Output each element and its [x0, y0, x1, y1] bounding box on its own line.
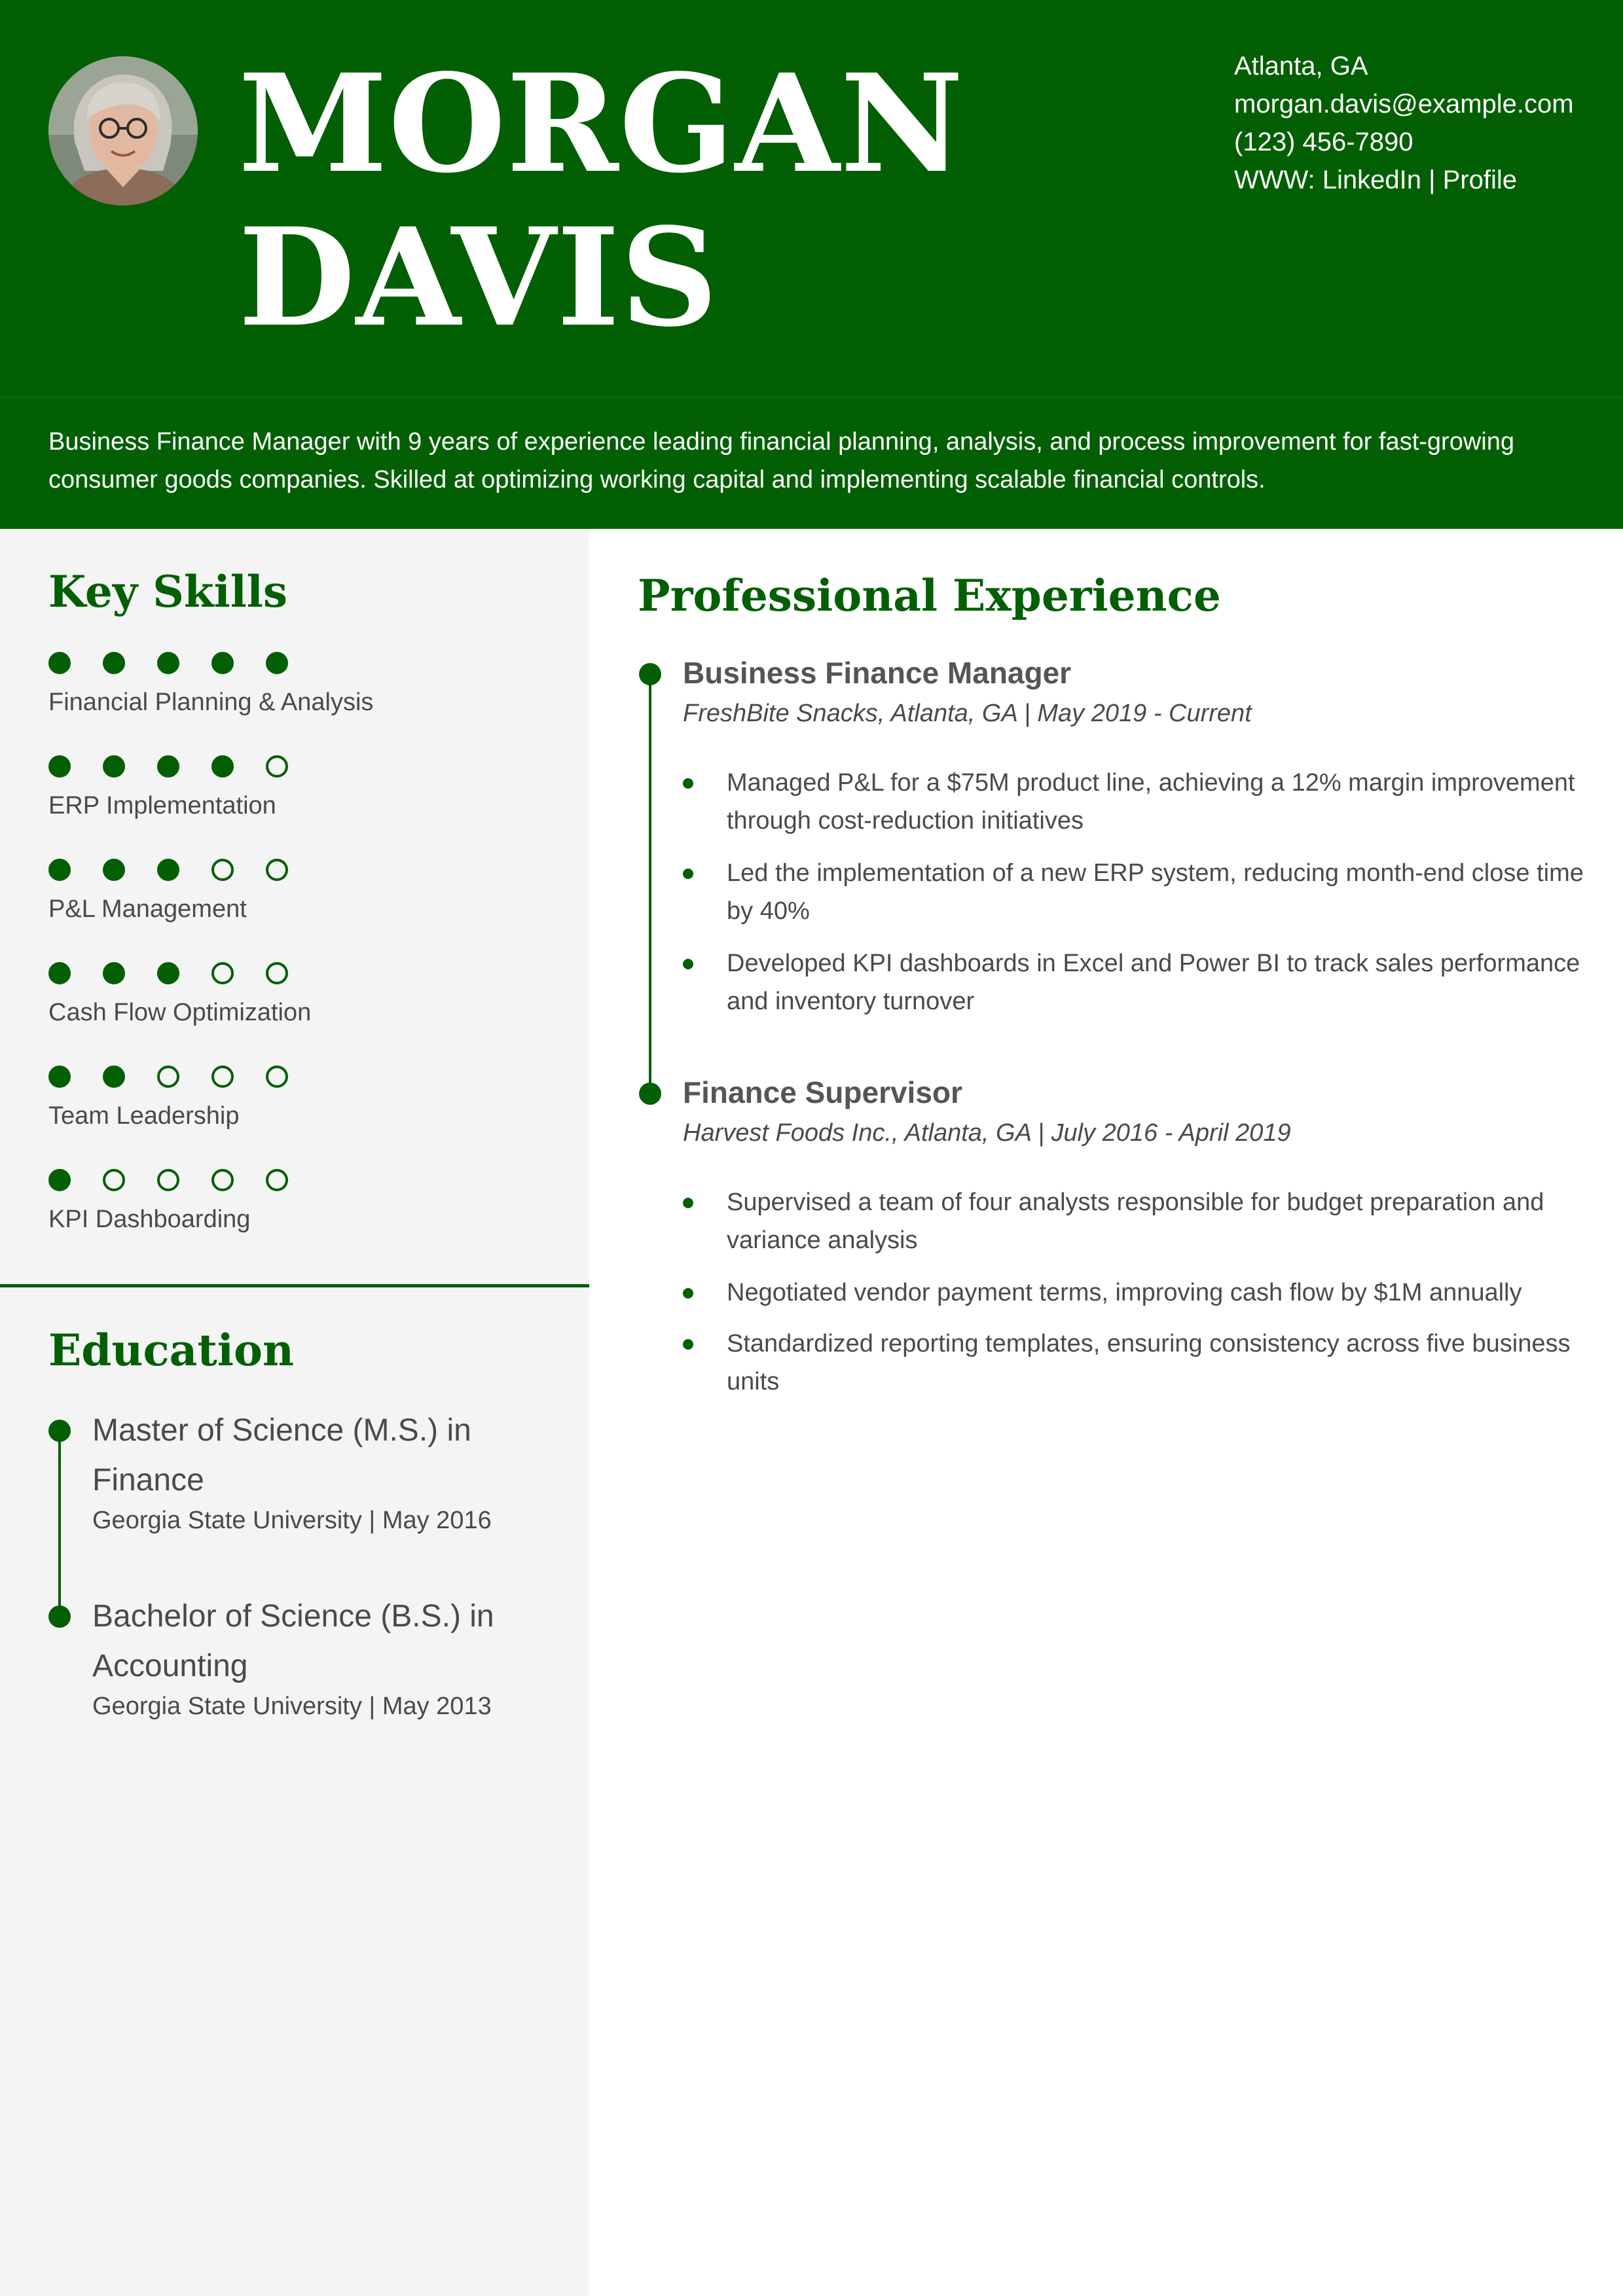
skill-row [48, 1169, 572, 1267]
empty-dot-icon [211, 859, 234, 881]
experience-title: Professional Experience [638, 570, 1221, 621]
filled-dot-icon [211, 755, 234, 778]
timeline-dot-icon [48, 1420, 71, 1442]
empty-dot-icon [211, 1066, 234, 1088]
job-meta: Harvest Foods Inc., Atlanta, GA | July 2016 - April 2019 [683, 1119, 1291, 1147]
contact-email[interactable]: morgan.davis@example.com [1234, 90, 1574, 118]
filled-dot-icon [157, 755, 179, 778]
empty-dot-icon [266, 1066, 288, 1088]
experience-timeline [649, 674, 651, 1093]
filled-dot-icon [48, 1169, 71, 1191]
profile-photo [48, 56, 198, 206]
empty-dot-icon [211, 1169, 234, 1191]
filled-dot-icon [48, 962, 71, 984]
education-degree: Master of Science (M.S.) in Finance [92, 1413, 471, 1498]
bullet-dot-icon [683, 778, 693, 789]
filled-dot-icon [103, 962, 125, 984]
filled-dot-icon [157, 652, 179, 674]
empty-dot-icon [103, 1169, 125, 1191]
job-title: Business Finance Manager [683, 656, 1072, 690]
skill-label: ERP Implementation [48, 792, 276, 819]
skill-label: P&L Management [48, 895, 247, 923]
filled-dot-icon [48, 859, 71, 881]
education-title: Education [48, 1325, 294, 1376]
empty-dot-icon [266, 859, 288, 881]
bullet-text: Led the implementation of a new ERP system, reducing month-end close time by 40% [727, 859, 1584, 925]
filled-dot-icon [266, 652, 288, 674]
job-meta: FreshBite Snacks, Atlanta, GA | May 2019 - Current [683, 700, 1252, 727]
education-school: Georgia State University | May 2013 [92, 1693, 492, 1720]
skill-label: Financial Planning & Analysis [48, 689, 374, 716]
empty-dot-icon [157, 1169, 179, 1191]
filled-dot-icon [48, 755, 71, 778]
bullet-text: Standardized reporting templates, ensuring consistency across five business units [727, 1330, 1571, 1395]
empty-dot-icon [266, 962, 288, 984]
empty-dot-icon [157, 1066, 179, 1088]
filled-dot-icon [48, 1066, 71, 1088]
education-degree: Bachelor of Science (B.S.) in Accounting [92, 1599, 494, 1683]
education-school: Georgia State University | May 2016 [92, 1507, 492, 1534]
bullet-text: Managed P&L for a $75M product line, achieving a 12% margin improvement through cost-reduction initiatives [727, 769, 1575, 834]
filled-dot-icon [103, 755, 125, 778]
candidate-name [238, 47, 1089, 355]
bullet-dot-icon [683, 1198, 693, 1208]
contact-web[interactable]: WWW: LinkedIn | Profile [1234, 166, 1517, 194]
skill-row [48, 859, 572, 957]
skills-title: Key Skills [48, 566, 287, 617]
filled-dot-icon [157, 962, 179, 984]
contact-block [1234, 47, 1601, 199]
bullet-dot-icon [683, 959, 693, 969]
job-title: Finance Supervisor [683, 1075, 962, 1109]
bullet-text: Developed KPI dashboards in Excel and Power BI to track sales performance and inventory turnover [727, 950, 1580, 1015]
empty-dot-icon [266, 755, 288, 778]
contact-phone: (123) 456-7890 [1234, 128, 1413, 156]
skill-row [48, 652, 572, 750]
filled-dot-icon [157, 859, 179, 881]
empty-dot-icon [266, 1169, 288, 1191]
contact-location: Atlanta, GA [1234, 52, 1368, 81]
skill-row [48, 962, 572, 1060]
portrait-photo-icon [48, 56, 198, 206]
timeline-dot-icon [48, 1605, 71, 1628]
timeline-dot-icon [639, 663, 661, 685]
skill-label: KPI Dashboarding [48, 1206, 251, 1233]
education-timeline [58, 1430, 61, 1619]
bullet-dot-icon [683, 1288, 693, 1299]
skill-row [48, 755, 572, 853]
empty-dot-icon [211, 962, 234, 984]
first-name: MORGAN [238, 45, 964, 203]
skills-panel [0, 529, 589, 1287]
bullet-dot-icon [683, 1339, 693, 1350]
summary-band [0, 398, 1623, 529]
bullet-dot-icon [683, 869, 693, 879]
summary-text: Business Finance Manager with 9 years of experience leading financial planning, analysis, and process improvement for fast-growing consumer goods companies. Skilled at optimizing working capital and implementing scalable financial controls. [48, 428, 1514, 493]
bullet-text: Negotiated vendor payment terms, improving cash flow by $1M annually [727, 1279, 1522, 1306]
filled-dot-icon [48, 652, 71, 674]
filled-dot-icon [103, 652, 125, 674]
skill-row [48, 1066, 572, 1164]
filled-dot-icon [211, 652, 234, 674]
last-name: DAVIS [238, 198, 719, 357]
timeline-dot-icon [639, 1083, 661, 1105]
header [0, 0, 1623, 397]
filled-dot-icon [103, 1066, 125, 1088]
skill-label: Team Leadership [48, 1102, 240, 1130]
bullet-text: Supervised a team of four analysts responsible for budget preparation and variance analysis [727, 1189, 1544, 1254]
filled-dot-icon [103, 859, 125, 881]
skill-label: Cash Flow Optimization [48, 999, 312, 1026]
